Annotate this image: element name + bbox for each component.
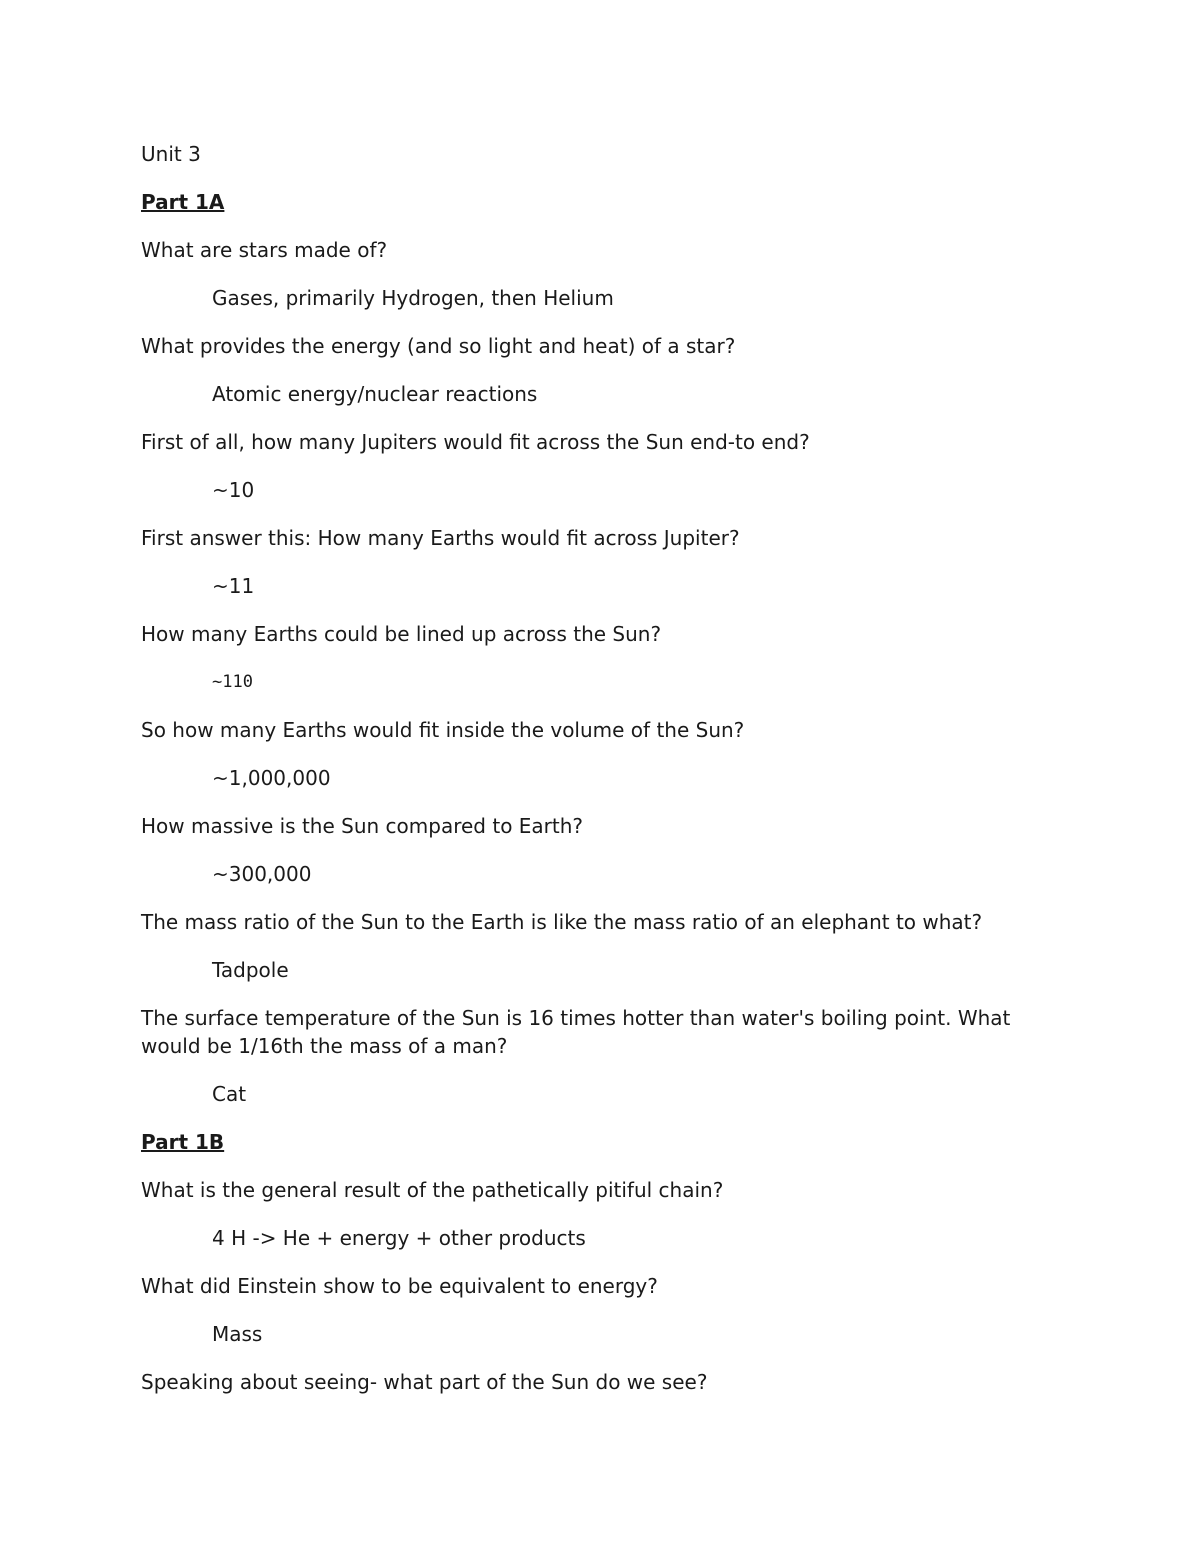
question: First answer this: How many Earths would fit across Jupiter? xyxy=(141,526,740,550)
question: How many Earths could be lined up across the Sun? xyxy=(141,622,662,646)
part-1a-heading: Part 1A xyxy=(141,190,225,214)
answer: Cat xyxy=(212,1082,247,1106)
answer: Atomic energy/nuclear reactions xyxy=(212,382,538,406)
answer: ~300,000 xyxy=(212,862,312,886)
answer: Gases, primarily Hydrogen, then Helium xyxy=(212,286,614,310)
answer: ~1,000,000 xyxy=(212,766,331,790)
answer: Tadpole xyxy=(212,958,289,982)
question: So how many Earths would fit inside the volume of the Sun? xyxy=(141,718,745,742)
question: First of all, how many Jupiters would fit across the Sun end-to end? xyxy=(141,430,810,454)
answer: ~10 xyxy=(212,478,255,502)
unit-title: Unit 3 xyxy=(141,142,201,166)
answer: 4 H -> He + energy + other products xyxy=(212,1226,586,1250)
question: What are stars made of? xyxy=(141,238,388,262)
question: How massive is the Sun compared to Earth? xyxy=(141,814,584,838)
question: Speaking about seeing- what part of the Sun do we see? xyxy=(141,1370,708,1394)
question: What provides the energy (and so light and heat) of a star? xyxy=(141,334,736,358)
question: The mass ratio of the Sun to the Earth is like the mass ratio of an elephant to what? xyxy=(141,910,983,934)
question: What is the general result of the pathetically pitiful chain? xyxy=(141,1178,724,1202)
answer: Mass xyxy=(212,1322,263,1346)
question: What did Einstein show to be equivalent to energy? xyxy=(141,1274,658,1298)
question: The surface temperature of the Sun is 16 times hotter than water's boiling point. What would be 1/16th the mass of a man? xyxy=(141,1006,1011,1058)
document-content xyxy=(141,140,1061,1416)
answer: ~110 xyxy=(212,672,253,692)
part-1b-heading: Part 1B xyxy=(141,1130,225,1154)
answer: ~11 xyxy=(212,574,255,598)
